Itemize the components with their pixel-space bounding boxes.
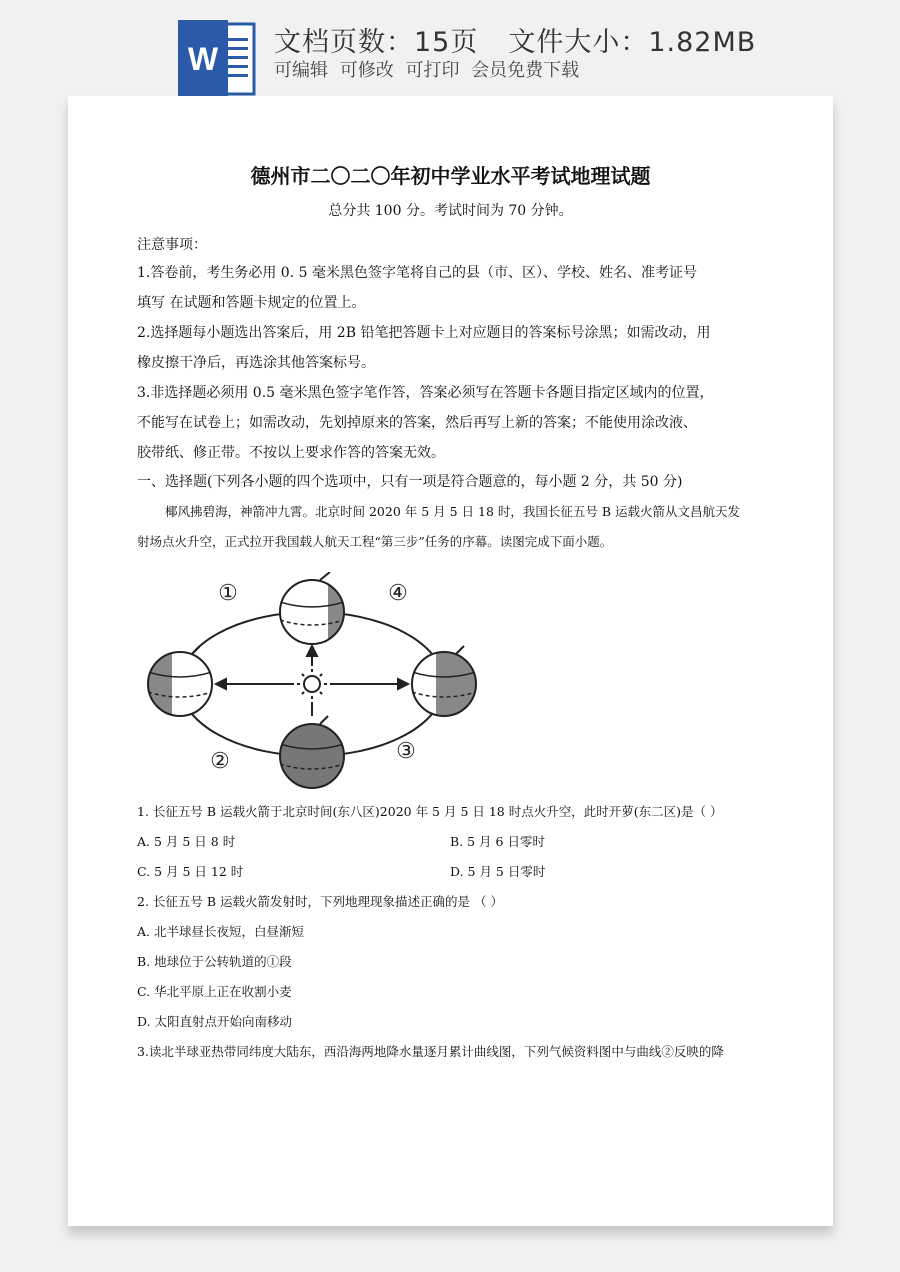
question-1-stem: 1. 长征五号 B 运载火箭于北京时间(东八区)2020 年 5 月 5 日 18 时点火升空，此时开萝(东二区)是（ ） [137,804,723,819]
question-1-option-b: B. 5 月 6 日零时 [450,834,545,849]
question-1-option-a: A. 5 月 5 日 8 时 [137,834,236,849]
document-features: 可编辑 可修改 可打印 会员免费下载 [274,60,580,81]
notice-line: 2.选择题每小题选出答案后，用 2B 铅笔把答题卡上对应题目的答案标号涂黑；如需改动，用 [137,325,711,341]
earth-orbit-diagram [144,572,484,794]
question-2-option: C. 华北平原上正在收割小麦 [137,984,292,999]
document-stats [274,20,756,59]
notice-line: 不能写在试卷上；如需改动，先划掉原来的答案，然后再写上新的答案；不能使用涂改液、 [137,415,697,431]
document-info-banner [0,0,900,96]
passage-line: 射场点火升空，正式拉开我国载人航天工程“第三步”任务的序幕。读图完成下面小题。 [137,534,613,549]
exam-title: 德州市二〇二〇年初中学业水平考试地理试题 [250,164,651,188]
exam-subtitle: 总分共 100 分。考试时间为 70 分钟。 [328,203,573,219]
notice-heading: 注意事项： [137,237,207,253]
orbit-label-1: ① [218,581,238,606]
file-size: 文件大小：1.82MB [508,27,757,58]
question-2-stem: 2. 长征五号 B 运载火箭发射时，下列地理现象描述正确的是 （ ） [137,894,503,909]
orbit-label-2: ② [210,749,230,774]
notice-line: 1.答卷前，考生务必用 0. 5 毫米黑色签字笔将自己的县（市、区）、学校、姓名、准考证号 [137,265,697,281]
svg-text:W: W [187,41,219,77]
passage-line: 椰风拂碧海，神箭冲九霄。北京时间 2020 年 5 月 5 日 18 时，我国长征五号 B 运载火箭从文昌航天发 [165,504,741,519]
document-page [68,96,833,1226]
question-2-option: B. 地球位于公转轨道的①段 [137,954,292,969]
word-doc-icon [178,20,258,96]
orbit-label-3: ③ [396,739,416,764]
question-1-option-d: D. 5 月 5 日零时 [450,864,546,879]
page-count: 文档页数：15页 [274,27,479,58]
notice-line: 填写 在试题和答题卡规定的位置上。 [137,295,366,311]
question-1-option-c: C. 5 月 5 日 12 时 [137,864,244,879]
section-heading: 一、选择题(下列各小题的四个选项中，只有一项是符合题意的，每小题 2 分，共 50 分) [137,474,683,490]
question-2-option: A. 北半球昼长夜短，白昼渐短 [137,924,304,939]
notice-line: 胶带纸、修正带。不按以上要求作答的答案无效。 [137,445,445,461]
notice-line: 3.非选择题必须用 0.5 毫米黑色签字笔作答，答案必须写在答题卡各题目指定区域内的位置， [137,385,714,401]
orbit-label-4: ④ [388,581,408,606]
question-3-stem: 3.读北半球亚热带同纬度大陆东，西沿海两地降水量逐月累计曲线图，下列气候资料图中与曲线②反映的降 [137,1044,724,1059]
notice-line: 橡皮擦干净后，再选涂其他答案标号。 [137,355,375,371]
question-2-option: D. 太阳直射点开始向南移动 [137,1014,293,1029]
